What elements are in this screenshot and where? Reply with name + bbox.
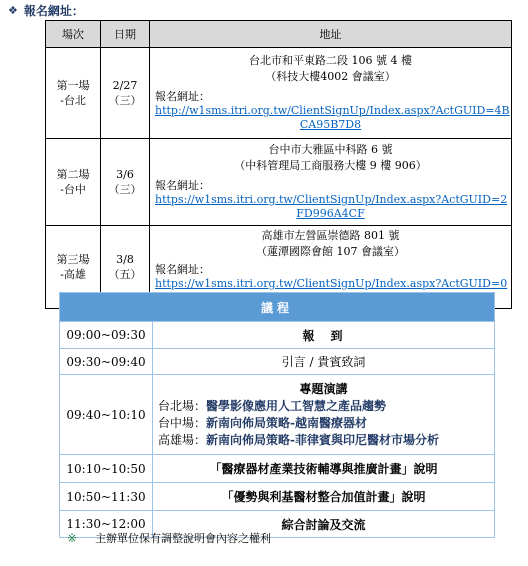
weekday: （三） (108, 183, 142, 196)
address-cell (150, 48, 512, 139)
col-address: 地址 (150, 21, 512, 48)
registration-link-cont[interactable]: FD996A4CF (296, 207, 365, 220)
address-line: 台中市大雅區中科路 6 號 (268, 143, 393, 156)
table-row (46, 139, 512, 226)
keynote-line (154, 415, 493, 432)
url-label: 報名網址： (155, 179, 210, 192)
agenda-time: 11:30~12:00 (60, 511, 153, 538)
agenda-time: 09:30~09:40 (60, 349, 153, 375)
keynote-title: 專題演講 (299, 382, 348, 396)
agenda-title: 議程 (60, 293, 495, 322)
agenda-time: 09:40~10:10 (60, 375, 153, 455)
footnote (67, 530, 271, 546)
talk-title: 醫學影像應用人工智慧之產品趨勢 (206, 399, 387, 413)
session-city: -高雄 (60, 268, 86, 281)
agenda-row (60, 349, 495, 375)
session-city: -台北 (60, 94, 86, 107)
url-label: 報名網址： (155, 263, 210, 276)
date-value: 3/8 (116, 253, 134, 266)
agenda-table (59, 292, 495, 538)
session-cell (46, 48, 101, 139)
agenda-item: 綜合討論及交流 (153, 511, 495, 538)
keynote-cell (153, 375, 495, 455)
keynote-line (154, 432, 493, 449)
col-date: 日期 (101, 21, 150, 48)
registration-link[interactable]: https://w1sms.itri.org.tw/ClientSignUp/Index.aspx?ActGUID=2 (155, 193, 508, 206)
address-room: （科技大樓4002 會議室） (265, 70, 396, 83)
table-header-row (46, 21, 512, 48)
session-name: 第二場 (56, 168, 90, 181)
address-cell (150, 139, 512, 226)
address-line: 高雄市左營區崇德路 801 號 (261, 229, 400, 242)
weekday: （五） (108, 268, 142, 281)
talk-title: 新南向佈局策略-越南醫療器材 (206, 416, 367, 430)
agenda-time: 10:50~11:30 (60, 483, 153, 511)
keynote-line (154, 398, 493, 415)
date-value: 2/27 (112, 79, 138, 92)
address-room: （中科管理局工商服務大樓 9 樓 906） (234, 159, 427, 172)
session-city: -台中 (60, 183, 86, 196)
diamond-bullet-icon: ❖ (8, 4, 18, 17)
agenda-header-row (60, 293, 495, 322)
section-title: 報名網址： (23, 4, 84, 18)
agenda-item: 報 到 (153, 322, 495, 349)
registration-link[interactable]: https://w1sms.itri.org.tw/ClientSignUp/Index.aspx?ActGUID=0 (155, 277, 508, 290)
agenda-time: 10:10~10:50 (60, 455, 153, 483)
url-label: 報名網址： (155, 90, 210, 103)
date-value: 3/6 (116, 168, 134, 181)
session-cell (46, 139, 101, 226)
venue-label: 高雄場： (158, 433, 207, 447)
date-cell (101, 139, 150, 226)
agenda-item: 「優勢與利基醫材整合加值計畫」說明 (153, 483, 495, 511)
venue-label: 台中場： (158, 416, 207, 430)
address-line: 台北市和平東路二段 106 號 4 樓 (249, 54, 412, 67)
agenda-row (60, 322, 495, 349)
date-cell (101, 48, 150, 139)
session-name: 第一場 (56, 79, 90, 92)
agenda-item: 引言 / 貴賓致詞 (153, 349, 495, 375)
agenda-time: 09:00~09:30 (60, 322, 153, 349)
registration-table (45, 20, 512, 309)
agenda-item: 「醫療器材產業技術輔導與推廣計畫」說明 (153, 455, 495, 483)
venue-label: 台北場： (158, 399, 207, 413)
talk-title: 新南向佈局策略-菲律賓與印尼醫材市場分析 (206, 433, 439, 447)
col-session: 場次 (46, 21, 101, 48)
session-name: 第三場 (56, 253, 90, 266)
reference-mark-icon: ※ (67, 531, 78, 545)
agenda-row (60, 375, 495, 455)
registration-link[interactable]: http://w1sms.itri.org.tw/ClientSignUp/Index.aspx?ActGUID=4B (155, 104, 510, 117)
address-room: （蓮潭國際會館 107 會議室） (256, 245, 405, 258)
weekday: （三） (108, 94, 142, 107)
agenda-row (60, 483, 495, 511)
section-header (8, 2, 84, 19)
table-row (46, 48, 512, 139)
footnote-text: 主辦單位保有調整說明會內容之權利 (95, 532, 272, 545)
registration-link-cont[interactable]: CA95B7D8 (299, 118, 362, 131)
agenda-row (60, 455, 495, 483)
